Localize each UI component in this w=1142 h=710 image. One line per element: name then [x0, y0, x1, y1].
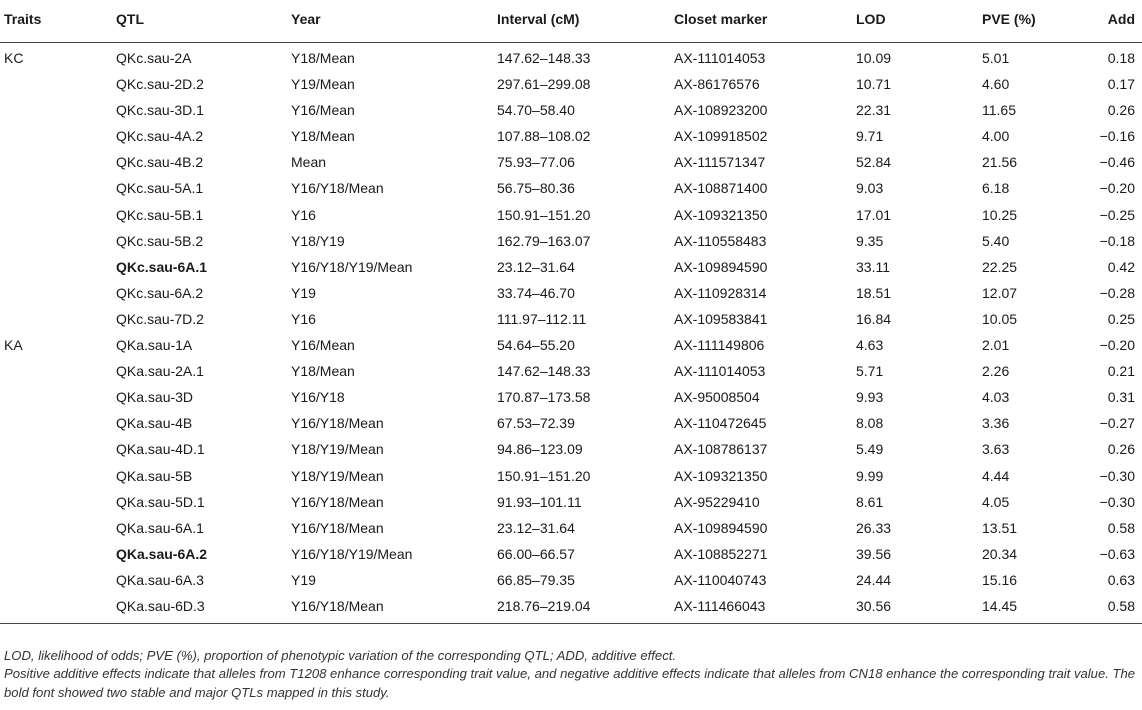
cell-qtl: QKa.sau-5D.1: [116, 493, 205, 510]
table-row: [0, 437, 1142, 463]
cell-year: Y16/Y18/Mean: [291, 180, 384, 197]
cell-interval: 107.88–108.02: [497, 128, 591, 145]
cell-pve: 3.36: [982, 415, 1010, 432]
cell-add: −0.16: [1099, 128, 1135, 145]
header-pve: PVE (%): [982, 11, 1036, 27]
cell-add: 0.17: [1107, 76, 1135, 93]
cell-interval: 150.91–151.20: [497, 206, 591, 223]
cell-trait: KA: [4, 337, 23, 354]
cell-lod: 10.71: [856, 76, 892, 93]
cell-interval: 67.53–72.39: [497, 415, 575, 432]
cell-interval: 147.62–148.33: [497, 50, 591, 66]
cell-interval: 91.93–101.11: [497, 493, 582, 510]
cell-marker: AX-108786137: [674, 441, 768, 458]
cell-year: Y16/Y18/Mean: [291, 519, 384, 536]
cell-qtl: QKc.sau-5B.1: [116, 206, 204, 223]
cell-marker: AX-110040743: [674, 571, 767, 588]
cell-year: Y18/Y19/Mean: [291, 441, 384, 458]
cell-interval: 54.70–58.40: [497, 102, 575, 119]
cell-interval: 297.61–299.08: [497, 76, 591, 93]
cell-interval: 66.85–79.35: [497, 571, 575, 588]
header-year: Year: [291, 11, 321, 27]
table-row: [0, 46, 1142, 72]
cell-pve: 2.01: [982, 337, 1010, 354]
header-add: Add: [1107, 11, 1135, 27]
cell-interval: 218.76–219.04: [497, 597, 591, 614]
table-body: [0, 43, 1142, 620]
cell-interval: 23.12–31.64: [497, 519, 575, 536]
table-row: [0, 229, 1142, 255]
cell-interval: 56.75–80.36: [497, 180, 575, 197]
table-row: [0, 385, 1142, 411]
cell-interval: 150.91–151.20: [497, 467, 591, 484]
cell-qtl: QKc.sau-6A.1: [116, 258, 208, 275]
cell-add: 0.58: [1107, 519, 1135, 536]
cell-trait: KC: [4, 50, 24, 66]
cell-pve: 12.07: [982, 284, 1018, 301]
cell-pve: 11.65: [982, 102, 1016, 119]
cell-lod: 39.56: [856, 545, 892, 562]
cell-lod: 17.01: [856, 206, 892, 223]
cell-lod: 33.11: [856, 258, 890, 275]
cell-add: 0.63: [1107, 571, 1135, 588]
cell-marker: AX-111466043: [674, 597, 766, 614]
cell-qtl: QKc.sau-4B.2: [116, 154, 204, 171]
cell-qtl: QKc.sau-5B.2: [116, 232, 204, 249]
table-row: [0, 516, 1142, 542]
cell-add: −0.25: [1099, 206, 1135, 223]
cell-marker: AX-95008504: [674, 389, 760, 406]
cell-qtl: QKc.sau-2A: [116, 50, 192, 66]
cell-interval: 75.93–77.06: [497, 154, 575, 171]
cell-marker: AX-108871400: [674, 180, 768, 197]
cell-add: −0.30: [1099, 467, 1135, 484]
cell-pve: 14.45: [982, 597, 1018, 614]
cell-pve: 5.01: [982, 50, 1010, 66]
cell-pve: 21.56: [982, 154, 1018, 171]
cell-interval: 23.12–31.64: [497, 258, 575, 275]
table-row: [0, 98, 1142, 124]
cell-year: Mean: [291, 154, 327, 171]
cell-qtl: QKc.sau-6A.2: [116, 284, 204, 301]
table-row: [0, 359, 1142, 385]
cell-lod: 9.35: [856, 232, 884, 249]
cell-qtl: QKa.sau-3D: [116, 389, 194, 406]
cell-lod: 4.63: [856, 337, 884, 354]
cell-qtl: QKa.sau-6D.3: [116, 597, 205, 614]
cell-pve: 20.34: [982, 545, 1018, 562]
cell-marker: AX-108852271: [674, 545, 768, 562]
header-lod: LOD: [856, 11, 886, 27]
table-row: [0, 255, 1142, 281]
cell-qtl: QKc.sau-7D.2: [116, 310, 204, 327]
table-row: [0, 150, 1142, 176]
cell-add: 0.42: [1107, 258, 1135, 275]
cell-marker: AX-110928314: [674, 284, 767, 301]
cell-add: −0.63: [1099, 545, 1135, 562]
cell-lod: 8.61: [856, 493, 884, 510]
cell-year: Y16/Mean: [291, 337, 355, 354]
cell-add: 0.31: [1107, 389, 1135, 406]
cell-marker: AX-109321350: [674, 206, 768, 223]
cell-year: Y16/Y18/Mean: [291, 597, 384, 614]
cell-qtl: QKc.sau-5A.1: [116, 180, 204, 197]
cell-pve: 4.60: [982, 76, 1010, 93]
cell-year: Y16/Mean: [291, 102, 355, 119]
cell-pve: 13.51: [982, 519, 1018, 536]
table-row: [0, 307, 1142, 333]
cell-pve: 4.44: [982, 467, 1010, 484]
cell-add: −0.28: [1099, 284, 1135, 301]
cell-add: 0.25: [1107, 310, 1135, 327]
cell-year: Y16/Y18/Mean: [291, 493, 384, 510]
cell-year: Y18/Y19: [291, 232, 345, 249]
cell-add: −0.46: [1099, 154, 1135, 171]
table-row: [0, 411, 1142, 437]
cell-year: Y18/Y19/Mean: [291, 467, 384, 484]
cell-marker: AX-111149806: [674, 337, 765, 354]
table-footnotes: [4, 647, 1138, 702]
header-marker: Closet marker: [674, 11, 768, 27]
cell-marker: AX-110558483: [674, 232, 767, 249]
footnote-abbreviations: LOD, likelihood of odds; PVE (%), proportion of phenotypic variation of the corresponding QTL; ADD, additive effect.: [4, 648, 677, 663]
header-qtl: QTL: [116, 11, 144, 27]
cell-pve: 3.63: [982, 441, 1010, 458]
cell-qtl: QKc.sau-3D.1: [116, 102, 204, 119]
cell-lod: 8.08: [856, 415, 884, 432]
cell-add: −0.30: [1099, 493, 1135, 510]
cell-pve: 2.26: [982, 363, 1010, 380]
cell-lod: 10.09: [856, 50, 892, 66]
cell-lod: 16.84: [856, 310, 892, 327]
cell-qtl: QKc.sau-4A.2: [116, 128, 204, 145]
cell-qtl: QKa.sau-1A: [116, 337, 193, 354]
cell-add: −0.20: [1099, 180, 1135, 197]
cell-qtl: QKa.sau-5B: [116, 467, 193, 484]
cell-lod: 9.99: [856, 467, 884, 484]
cell-pve: 22.25: [982, 258, 1018, 275]
header-traits: Traits: [4, 11, 42, 27]
cell-pve: 4.03: [982, 389, 1010, 406]
header-interval: Interval (cM): [497, 11, 580, 27]
cell-lod: 24.44: [856, 571, 892, 588]
cell-interval: 94.86–123.09: [497, 441, 583, 458]
cell-year: Y19/Mean: [291, 76, 355, 93]
cell-year: Y19: [291, 284, 316, 301]
cell-qtl: QKa.sau-4B: [116, 415, 193, 432]
table-row: [0, 594, 1142, 620]
table-row: [0, 176, 1142, 202]
cell-year: Y16: [291, 310, 316, 327]
cell-interval: 162.79–163.07: [497, 232, 591, 249]
cell-add: 0.26: [1107, 441, 1135, 458]
cell-pve: 15.16: [982, 571, 1018, 588]
cell-qtl: QKa.sau-2A.1: [116, 363, 204, 380]
cell-interval: 66.00–66.57: [497, 545, 575, 562]
cell-qtl: QKc.sau-2D.2: [116, 76, 204, 93]
table-row: [0, 542, 1142, 568]
cell-pve: 4.00: [982, 128, 1010, 145]
cell-marker: AX-109583841: [674, 310, 768, 327]
cell-interval: 170.87–173.58: [497, 389, 591, 406]
cell-add: −0.20: [1099, 337, 1135, 354]
cell-year: Y19: [291, 571, 316, 588]
cell-marker: AX-111014053: [674, 50, 766, 66]
cell-pve: 10.25: [982, 206, 1018, 223]
cell-marker: AX-111571347: [674, 154, 766, 171]
cell-lod: 5.71: [856, 363, 884, 380]
table-row: [0, 568, 1142, 594]
cell-add: 0.18: [1107, 50, 1135, 66]
cell-year: Y16/Y18/Y19/Mean: [291, 545, 413, 562]
cell-pve: 5.40: [982, 232, 1010, 249]
table-row: [0, 124, 1142, 150]
cell-add: −0.27: [1099, 415, 1135, 432]
cell-lod: 9.93: [856, 389, 884, 406]
cell-marker: AX-109918502: [674, 128, 768, 145]
cell-pve: 6.18: [982, 180, 1010, 197]
cell-year: Y18/Mean: [291, 363, 355, 380]
cell-add: −0.18: [1099, 232, 1135, 249]
cell-add: 0.21: [1107, 363, 1135, 380]
cell-lod: 52.84: [856, 154, 892, 171]
cell-year: Y16/Y18/Y19/Mean: [291, 258, 413, 275]
cell-add: 0.26: [1107, 102, 1135, 119]
cell-year: Y16/Y18/Mean: [291, 415, 384, 432]
cell-marker: AX-109894590: [674, 258, 768, 275]
cell-lod: 26.33: [856, 519, 892, 536]
cell-interval: 33.74–46.70: [497, 284, 575, 301]
cell-year: Y18/Mean: [291, 128, 355, 145]
cell-marker: AX-110472645: [674, 415, 767, 432]
cell-year: Y16/Y18: [291, 389, 345, 406]
cell-interval: 111.97–112.11: [497, 310, 587, 327]
table-row: [0, 281, 1142, 307]
cell-add: 0.58: [1107, 597, 1135, 614]
cell-lod: 22.31: [856, 102, 892, 119]
footnote-explanation: Positive additive effects indicate that alleles from T1208 enhance corresponding trait value, and negative additive effects indicate that alleles from CN18 enhance the corresponding trait value. The bold font showed two stable and major QTLs mapped in this study.: [4, 666, 1136, 700]
cell-lod: 30.56: [856, 597, 892, 614]
cell-interval: 147.62–148.33: [497, 363, 591, 380]
table-header: [0, 0, 1142, 42]
bottom-rule: [0, 623, 1142, 624]
cell-lod: 5.49: [856, 441, 884, 458]
cell-marker: AX-111014053: [674, 363, 766, 380]
cell-year: Y18/Mean: [291, 50, 355, 66]
cell-qtl: QKa.sau-4D.1: [116, 441, 205, 458]
cell-lod: 9.71: [856, 128, 884, 145]
table-row: [0, 203, 1142, 229]
table-row: [0, 464, 1142, 490]
table-row: [0, 490, 1142, 516]
cell-marker: AX-109894590: [674, 519, 768, 536]
cell-marker: AX-95229410: [674, 493, 760, 510]
cell-year: Y16: [291, 206, 316, 223]
cell-qtl: QKa.sau-6A.3: [116, 571, 204, 588]
cell-marker: AX-108923200: [674, 102, 768, 119]
cell-pve: 4.05: [982, 493, 1010, 510]
cell-interval: 54.64–55.20: [497, 337, 575, 354]
table-row: [0, 333, 1142, 359]
table-row: [0, 72, 1142, 98]
cell-marker: AX-86176576: [674, 76, 760, 93]
cell-lod: 9.03: [856, 180, 884, 197]
cell-marker: AX-109321350: [674, 467, 768, 484]
cell-lod: 18.51: [856, 284, 892, 301]
cell-qtl: QKa.sau-6A.2: [116, 545, 208, 562]
cell-qtl: QKa.sau-6A.1: [116, 519, 204, 536]
cell-pve: 10.05: [982, 310, 1018, 327]
